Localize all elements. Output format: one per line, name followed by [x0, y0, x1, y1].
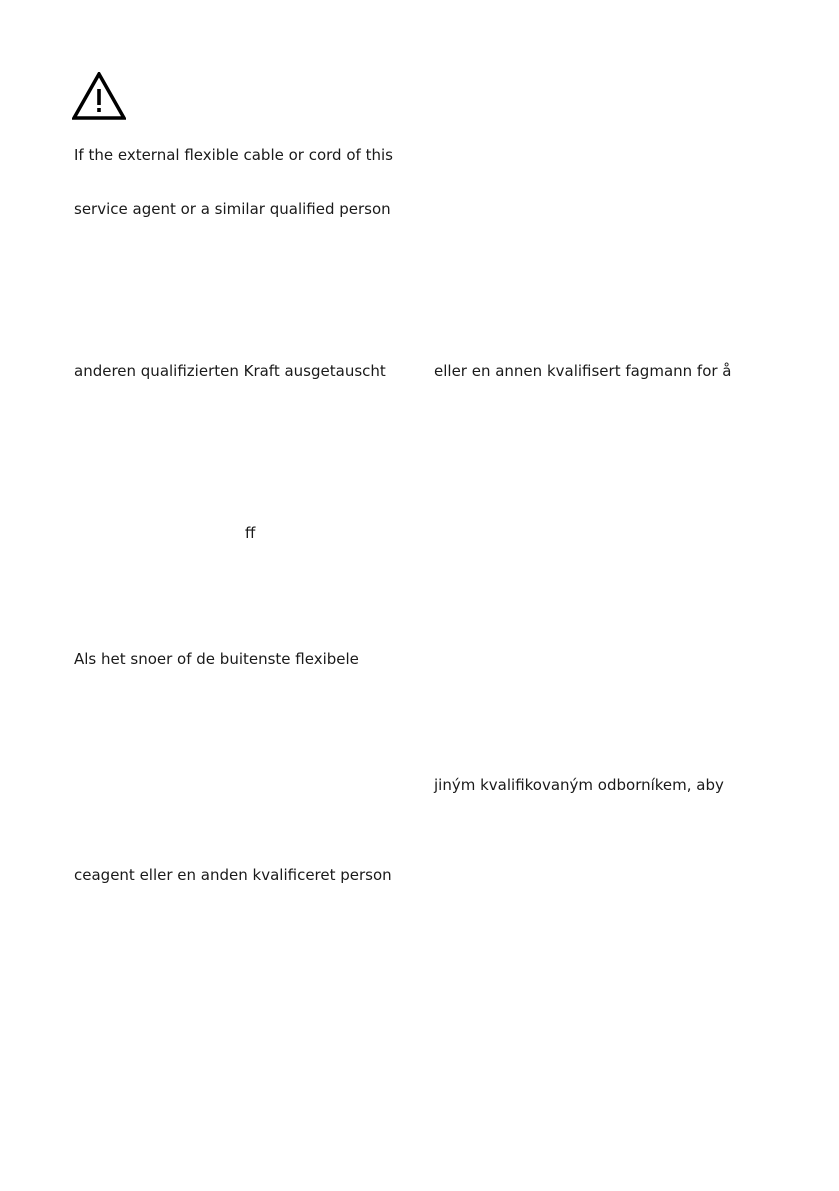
- text-fragment: ff: [245, 524, 256, 542]
- english-text-line-1: If the external flexible cable or cord of this: [74, 146, 393, 164]
- english-text-line-2: service agent or a similar qualified person: [74, 200, 391, 218]
- norwegian-text-line: eller en annen kvalifisert fagmann for å: [434, 362, 732, 380]
- warning-triangle-icon: [72, 72, 126, 120]
- czech-text-line: jiným kvalifikovaným odborníkem, aby: [434, 776, 724, 794]
- german-text-line: anderen qualifizierten Kraft ausgetauscht: [74, 362, 386, 380]
- dutch-text-line: Als het snoer of de buitenste flexibele: [74, 650, 359, 668]
- danish-text-line: ceagent eller en anden kvalificeret person: [74, 866, 392, 884]
